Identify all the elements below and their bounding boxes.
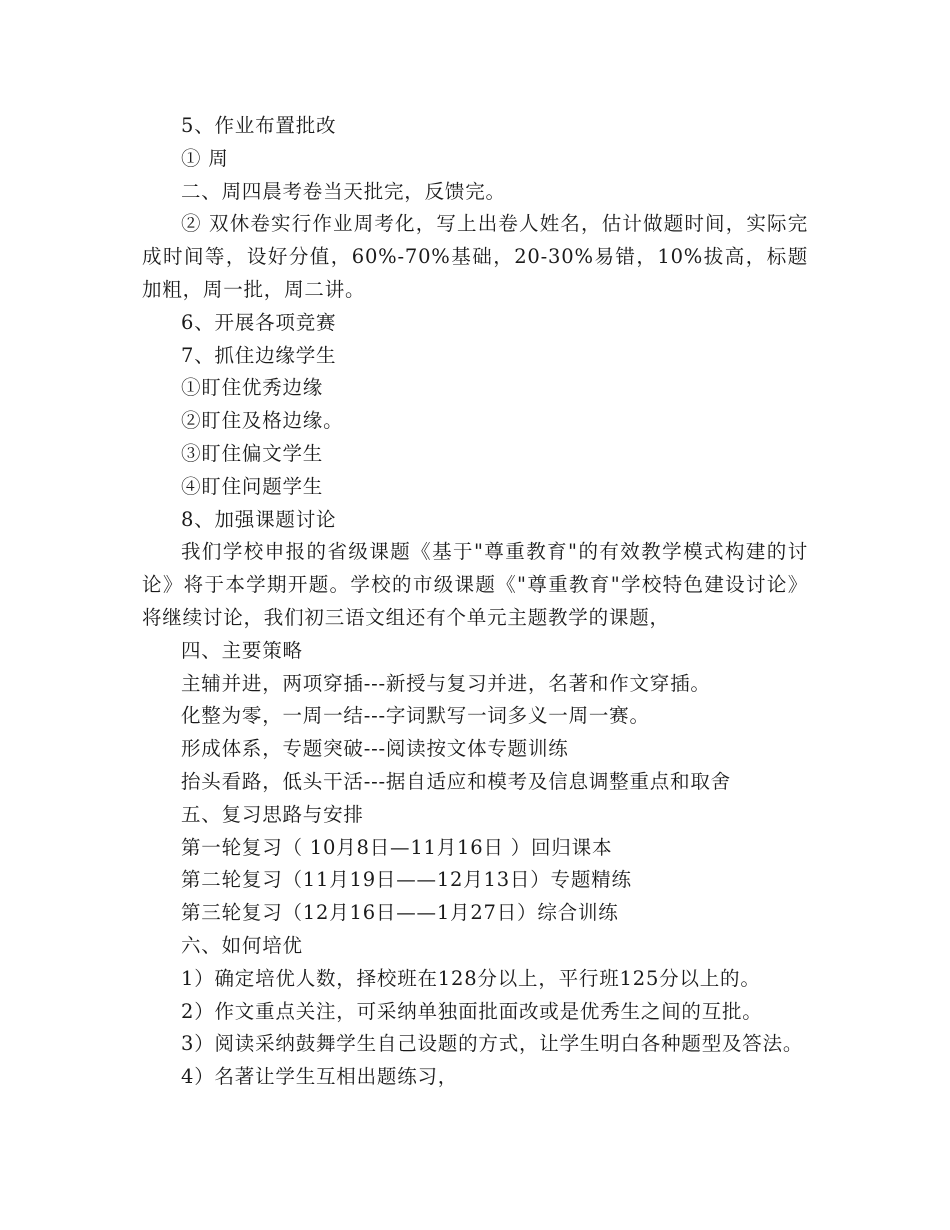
paragraph: ② 双休卷实行作业周考化，写上出卷人姓名，估计做题时间，实际完成时间等，设好分值，60%-70%基础，20-30%易错，10%拔高，标题加粗，周一批，周二讲。 bbox=[142, 212, 808, 301]
paragraph: ③盯住偏文学生 bbox=[181, 441, 324, 465]
paragraph: 6、开展各项竞赛 bbox=[181, 310, 337, 334]
paragraph: ①盯住优秀边缘 bbox=[181, 376, 324, 400]
paragraph: 7、抓住边缘学生 bbox=[181, 343, 337, 367]
paragraph: 1）确定培优人数，择校班在128分以上，平行班125分以上的。 bbox=[181, 966, 761, 990]
paragraph: 2）作文重点关注，可采纳单独面批面改或是优秀生之间的互批。 bbox=[181, 999, 763, 1023]
paragraph: 3）阅读采纳鼓舞学生自己设题的方式，让学生明白各种题型及答法。 bbox=[181, 1032, 804, 1056]
paragraph: 化整为零，一周一结---字词默写一词多义一周一赛。 bbox=[181, 704, 650, 728]
document-body bbox=[142, 110, 808, 1094]
paragraph: 5、作业布置批改 bbox=[181, 114, 337, 137]
paragraph: ④盯住问题学生 bbox=[181, 474, 324, 498]
paragraph: 形成体系，专题突破---阅读按文体专题训练 bbox=[181, 737, 569, 761]
paragraph: 4）名著让学生互相出题练习， bbox=[181, 1065, 459, 1089]
paragraph: 第一轮复习（ 10月8日—11月16日 ）回归课本 bbox=[181, 835, 613, 859]
paragraph: 五、复习思路与安排 bbox=[181, 802, 364, 826]
paragraph: ②盯住及格边缘。 bbox=[181, 409, 344, 433]
paragraph: 我们学校申报的省级课题《基于"尊重教育"的有效教学模式构建的讨论》将于本学期开题。学校的市级课题《"尊重教育"学校特色建设讨论》将继续讨论，我们初三语文组还有个单元主题教学的课题， bbox=[142, 540, 808, 629]
paragraph: 六、如何培优 bbox=[181, 933, 303, 957]
paragraph: 8、加强课题讨论 bbox=[181, 507, 337, 531]
paragraph: ① 周 bbox=[181, 146, 229, 170]
paragraph: 第三轮复习（12月16日——1月27日）综合训练 bbox=[181, 901, 619, 925]
paragraph: 主辅并进，两项穿插---新授与复习并进，名著和作文穿插。 bbox=[181, 671, 711, 695]
paragraph: 二、周四晨考卷当天批完，反馈完。 bbox=[181, 179, 506, 203]
paragraph: 抬头看路，低头干活---据自适应和模考及信息调整重点和取舍 bbox=[181, 769, 731, 793]
paragraph: 四、主要策略 bbox=[181, 638, 303, 662]
paragraph: 第二轮复习（11月19日——12月13日）专题精练 bbox=[181, 868, 632, 892]
